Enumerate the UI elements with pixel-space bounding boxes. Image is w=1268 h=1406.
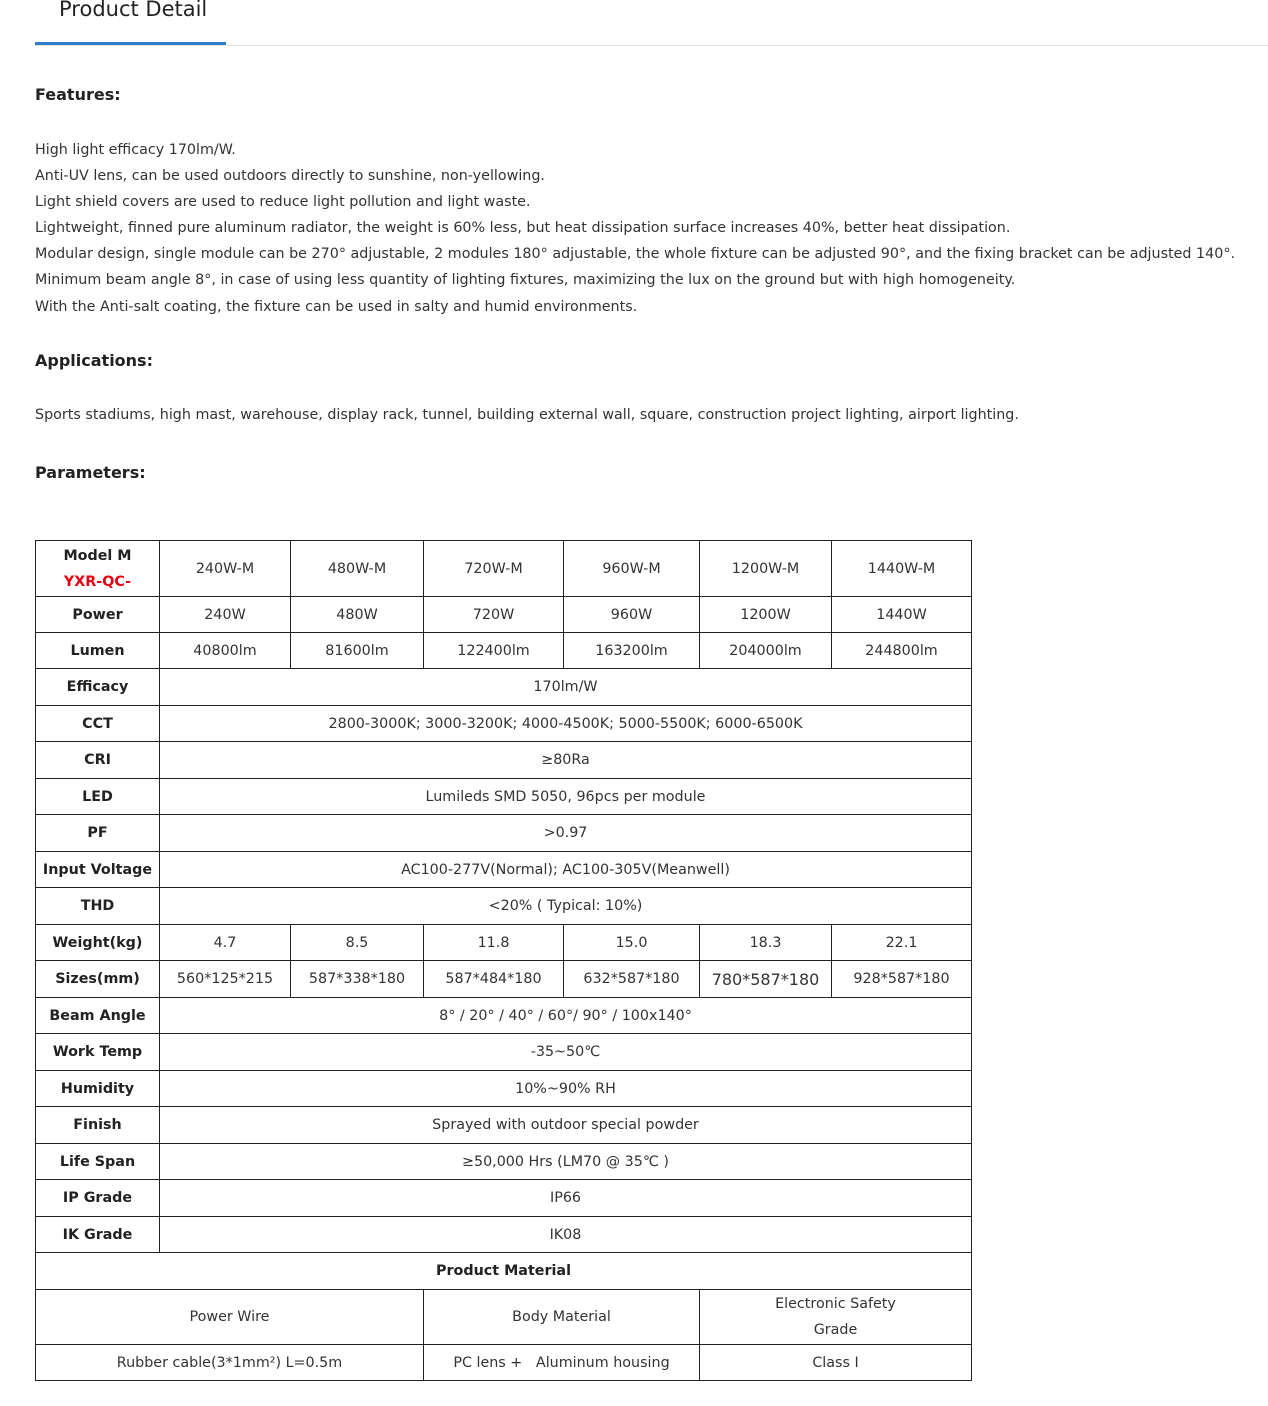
input-voltage-value: AC100-277V(Normal); AC100-305V(Meanwell) bbox=[160, 852, 972, 888]
row-label: Finish bbox=[36, 1107, 160, 1144]
material-header: Power Wire bbox=[36, 1290, 424, 1345]
table-row-humidity bbox=[36, 1071, 972, 1107]
tab-bar bbox=[0, 0, 1268, 47]
cri-value: ≥80Ra bbox=[160, 742, 972, 779]
model-cell: 480W-M bbox=[291, 541, 424, 597]
table-row-material-heading bbox=[36, 1253, 972, 1290]
table-row-model bbox=[36, 541, 972, 597]
feature-item: With the Anti-salt coating, the fixture can be used in salty and humid environments. bbox=[35, 298, 638, 315]
model-cell: 960W-M bbox=[564, 541, 700, 597]
row-label: IP Grade bbox=[36, 1180, 160, 1217]
material-heading: Product Material bbox=[36, 1253, 972, 1290]
table-row-input-voltage bbox=[36, 852, 972, 888]
row-label: Beam Angle bbox=[36, 998, 160, 1034]
led-value: Lumileds SMD 5050, 96pcs per module bbox=[160, 779, 972, 815]
humidity-value: 10%~90% RH bbox=[160, 1071, 972, 1107]
table-row-finish bbox=[36, 1107, 972, 1144]
material-value: Class Ⅰ bbox=[700, 1345, 972, 1381]
material-header: Body Material bbox=[424, 1290, 700, 1345]
row-label: Work Temp bbox=[36, 1034, 160, 1071]
material-header: Electronic Safety Grade bbox=[700, 1290, 972, 1345]
life-span-value: ≥50,000 Hrs (LM70 @ 35℃ ) bbox=[160, 1144, 972, 1180]
thd-value: <20% ( Typical: 10%) bbox=[160, 888, 972, 925]
weight-cell: 11.8 bbox=[424, 925, 564, 961]
feature-item: Light shield covers are used to reduce light pollution and light waste. bbox=[35, 194, 531, 211]
weight-cell: 22.1 bbox=[832, 925, 972, 961]
weight-cell: 8.5 bbox=[291, 925, 424, 961]
cct-value: 2800-3000K; 3000-3200K; 4000-4500K; 5000-5500K; 6000-6500K bbox=[160, 706, 972, 742]
table-row-material-values bbox=[36, 1345, 972, 1381]
features-heading: Features: bbox=[35, 85, 121, 104]
beam-angle-value: 8° / 20° / 40° / 60°/ 90° / 100x140° bbox=[160, 998, 972, 1034]
tab-divider bbox=[35, 45, 1268, 46]
table-row-led bbox=[36, 779, 972, 815]
work-temp-value: -35~50℃ bbox=[160, 1034, 972, 1071]
parameters-table bbox=[35, 540, 972, 1381]
model-prefix: YXR-QC- bbox=[63, 573, 132, 590]
row-label: THD bbox=[36, 888, 160, 925]
efficacy-value: 170lm/W bbox=[160, 669, 972, 706]
row-label: Efficacy bbox=[36, 669, 160, 706]
parameters-heading: Parameters: bbox=[35, 463, 146, 482]
table-row-pf bbox=[36, 815, 972, 852]
table-row-life-span bbox=[36, 1144, 972, 1180]
feature-item: Minimum beam angle 8°, in case of using less quantity of lighting fixtures, maximizing the lux on the ground but with high homogeneity. bbox=[35, 272, 1016, 289]
row-label: IK Grade bbox=[36, 1217, 160, 1253]
row-label: PF bbox=[36, 815, 160, 852]
table-row-cct bbox=[36, 706, 972, 742]
size-cell: 928*587*180 bbox=[832, 961, 972, 998]
model-cell: 1200W-M bbox=[700, 541, 832, 597]
model-cell: 720W-M bbox=[424, 541, 564, 597]
feature-list bbox=[35, 137, 1235, 320]
row-label: Life Span bbox=[36, 1144, 160, 1180]
size-cell: 780*587*180 bbox=[700, 961, 832, 998]
lumen-cell: 244800lm bbox=[832, 633, 972, 669]
material-value: PC lens + Aluminum housing bbox=[424, 1345, 700, 1381]
ik-grade-value: IK08 bbox=[160, 1217, 972, 1253]
row-label: Sizes(mm) bbox=[36, 961, 160, 998]
power-cell: 720W bbox=[424, 597, 564, 633]
model-cell: 1440W-M bbox=[832, 541, 972, 597]
size-cell: 587*484*180 bbox=[424, 961, 564, 998]
weight-cell: 4.7 bbox=[160, 925, 291, 961]
table-row-power bbox=[36, 597, 972, 633]
finish-value: Sprayed with outdoor special powder bbox=[160, 1107, 972, 1144]
row-label: Power bbox=[36, 597, 160, 633]
tab-product-detail[interactable] bbox=[35, 0, 226, 46]
size-cell: 560*125*215 bbox=[160, 961, 291, 998]
table-row-beam-angle bbox=[36, 998, 972, 1034]
row-label: CCT bbox=[36, 706, 160, 742]
weight-cell: 15.0 bbox=[564, 925, 700, 961]
feature-item: Lightweight, finned pure aluminum radiator, the weight is 60% less, but heat dissipation surface increases 40%, better heat dissipation. bbox=[35, 220, 1011, 237]
tab-label: Product Detail bbox=[59, 0, 208, 21]
size-cell: 587*338*180 bbox=[291, 961, 424, 998]
ip-grade-value: IP66 bbox=[160, 1180, 972, 1217]
model-label-cell bbox=[36, 541, 160, 597]
power-cell: 1440W bbox=[832, 597, 972, 633]
feature-item: Modular design, single module can be 270° adjustable, 2 modules 180° adjustable, the whole fixture can be adjusted 90°, and the fixing bracket can be adjusted 140°. bbox=[35, 246, 1236, 263]
row-label: CRI bbox=[36, 742, 160, 779]
lumen-cell: 40800lm bbox=[160, 633, 291, 669]
power-cell: 240W bbox=[160, 597, 291, 633]
row-label: Input Voltage bbox=[36, 852, 160, 888]
feature-item: Anti-UV lens, can be used outdoors directly to sunshine, non-yellowing. bbox=[35, 168, 545, 185]
table-row-lumen bbox=[36, 633, 972, 669]
power-cell: 480W bbox=[291, 597, 424, 633]
applications-heading: Applications: bbox=[35, 351, 153, 370]
table-row-material-headers bbox=[36, 1290, 972, 1345]
model-label: Model M bbox=[63, 547, 132, 564]
model-cell: 240W-M bbox=[160, 541, 291, 597]
table-row-ip-grade bbox=[36, 1180, 972, 1217]
row-label: Humidity bbox=[36, 1071, 160, 1107]
table-row-work-temp bbox=[36, 1034, 972, 1071]
size-cell: 632*587*180 bbox=[564, 961, 700, 998]
material-value: Rubber cable(3*1mm²) L=0.5m bbox=[36, 1345, 424, 1381]
weight-cell: 18.3 bbox=[700, 925, 832, 961]
applications-text: Sports stadiums, high mast, warehouse, display rack, tunnel, building external wall, square, construction project lighting, airport lighting. bbox=[35, 407, 1019, 423]
lumen-cell: 204000lm bbox=[700, 633, 832, 669]
row-label: Lumen bbox=[36, 633, 160, 669]
table-row-thd bbox=[36, 888, 972, 925]
feature-item: High light efficacy 170lm/W. bbox=[35, 142, 236, 158]
power-cell: 1200W bbox=[700, 597, 832, 633]
table-row-weight bbox=[36, 925, 972, 961]
lumen-cell: 122400lm bbox=[424, 633, 564, 669]
table-row-ik-grade bbox=[36, 1217, 972, 1253]
pf-value: >0.97 bbox=[160, 815, 972, 852]
table-row-cri bbox=[36, 742, 972, 779]
row-label: LED bbox=[36, 779, 160, 815]
table-row-efficacy bbox=[36, 669, 972, 706]
table-row-sizes bbox=[36, 961, 972, 998]
power-cell: 960W bbox=[564, 597, 700, 633]
lumen-cell: 81600lm bbox=[291, 633, 424, 669]
lumen-cell: 163200lm bbox=[564, 633, 700, 669]
row-label: Weight(kg) bbox=[36, 925, 160, 961]
